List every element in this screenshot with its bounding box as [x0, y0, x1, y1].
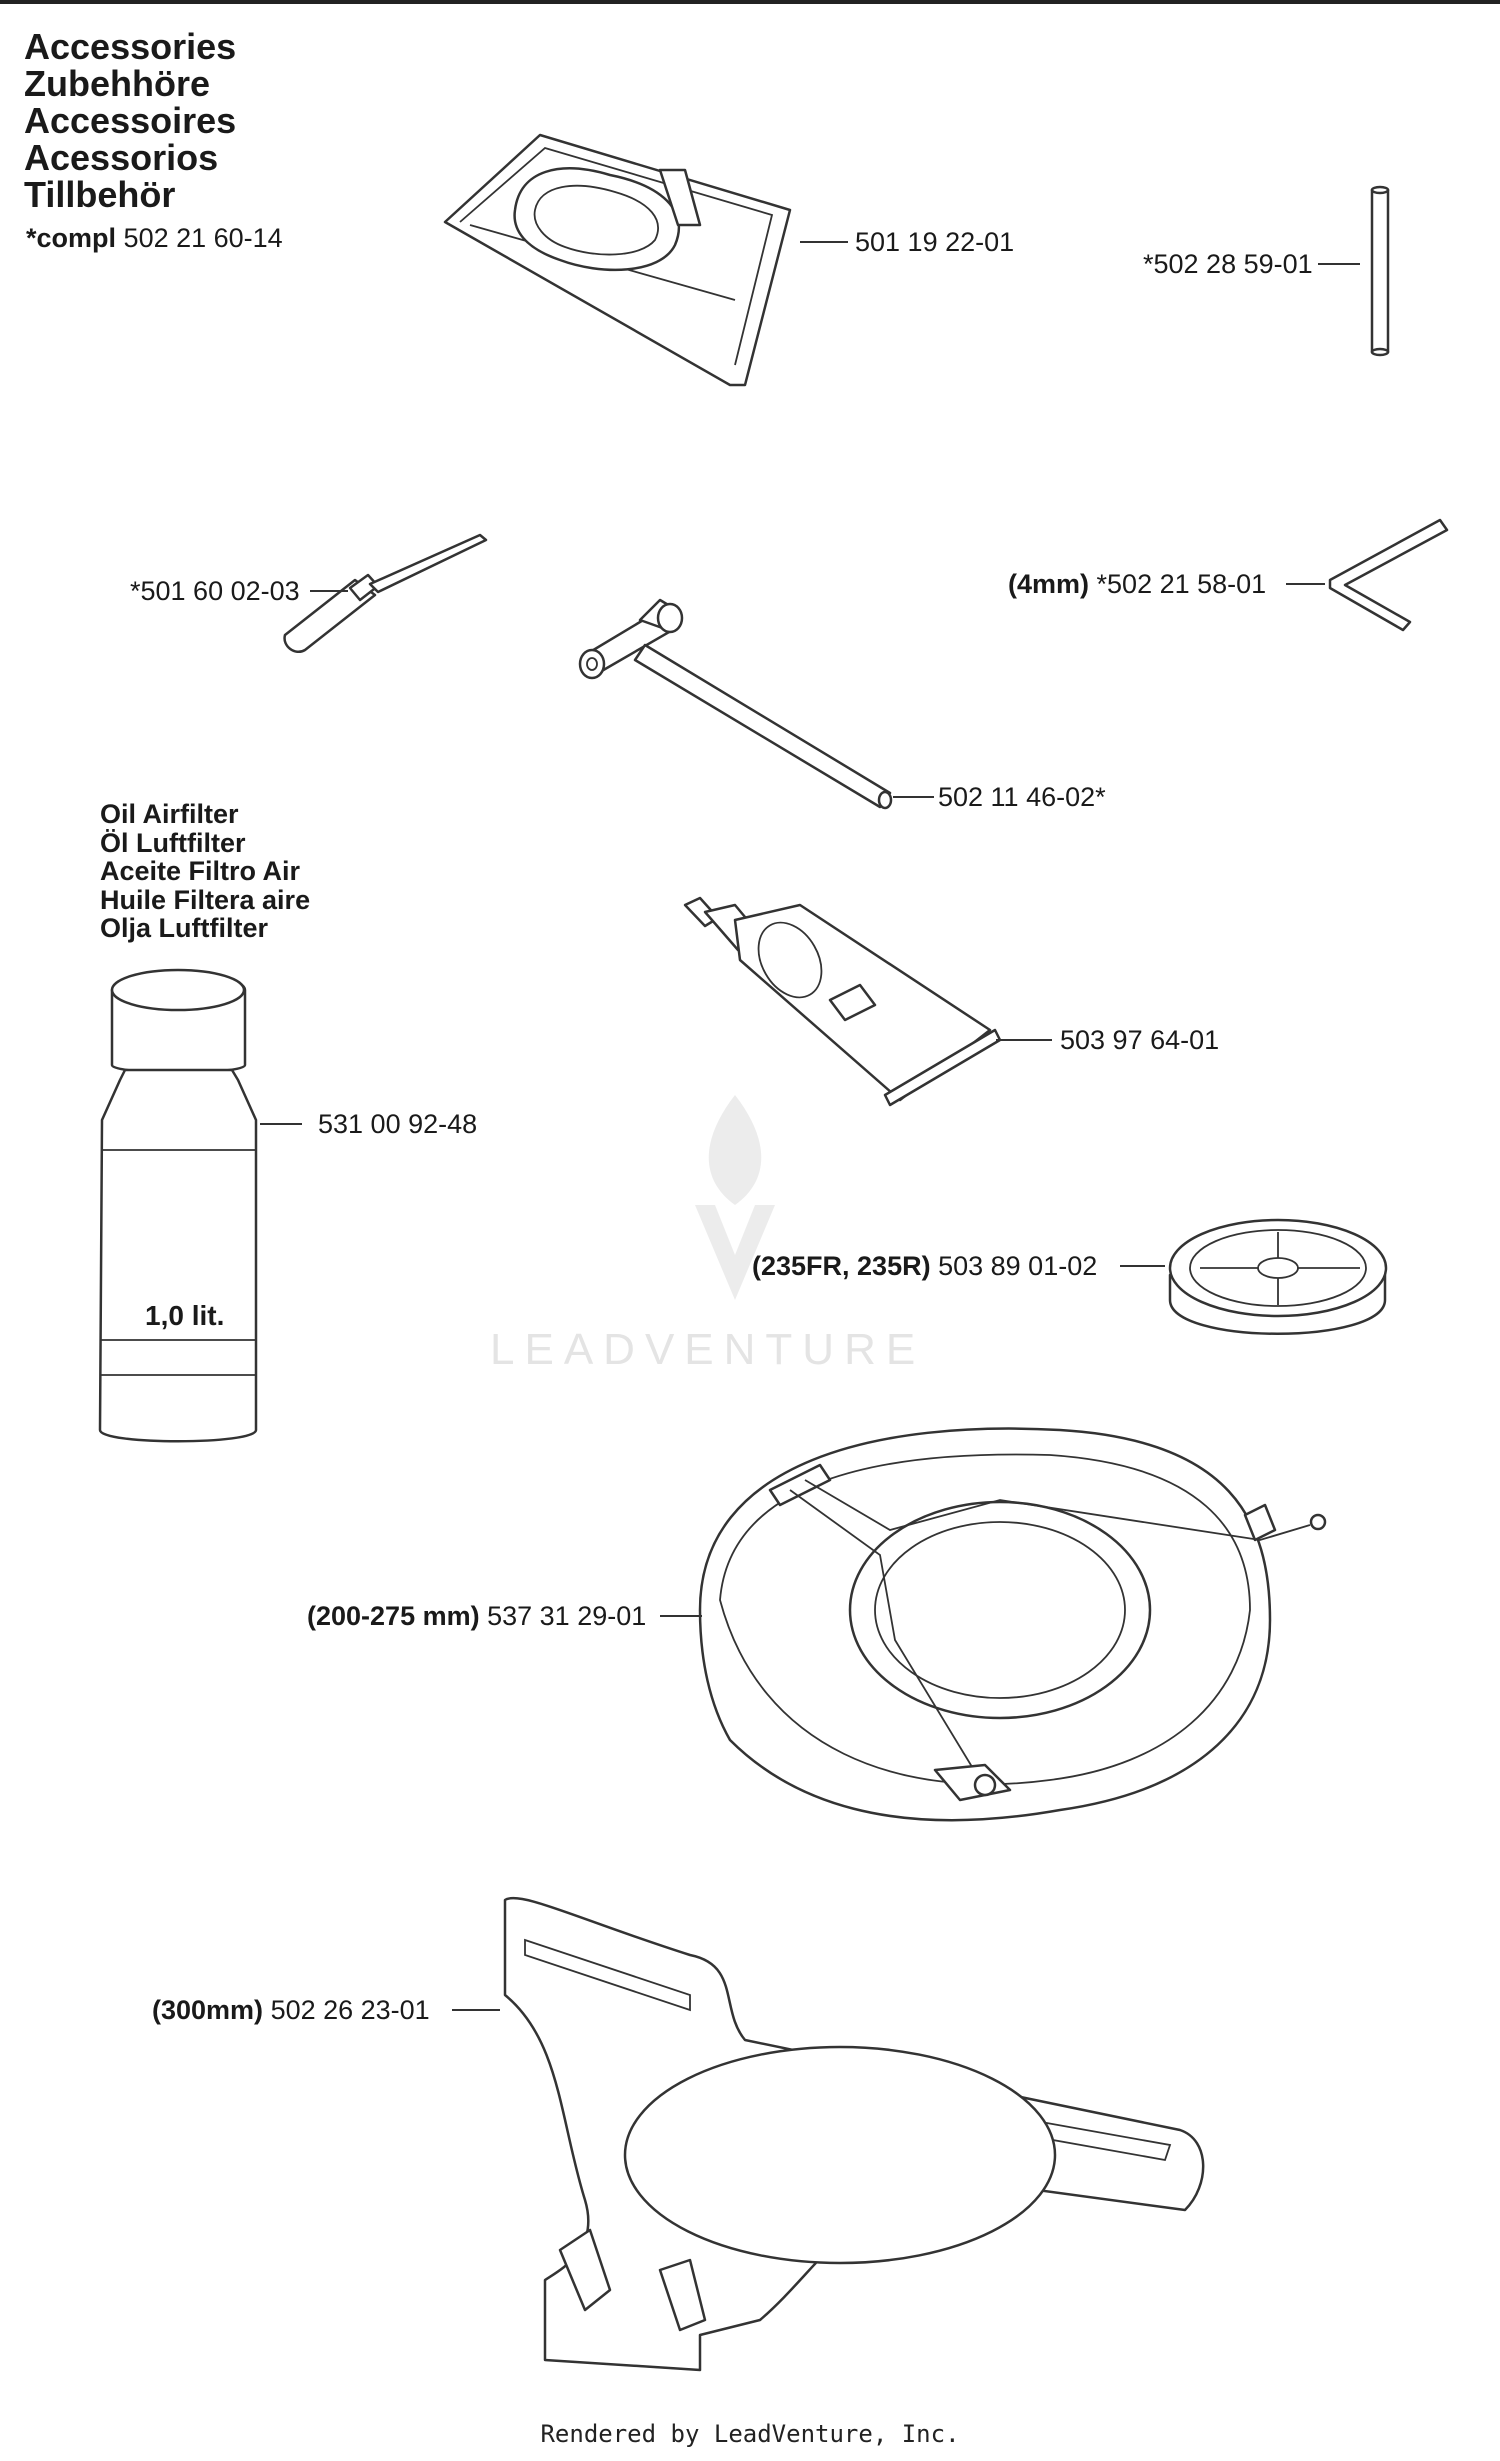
- title-line: Accessories: [24, 26, 237, 67]
- part-prefix: (200-275 mm): [307, 1601, 480, 1631]
- title-line: Tillbehör: [24, 174, 176, 215]
- compl-number: 502 21 60-14: [123, 223, 283, 253]
- title-line: Zubehhöre: [24, 63, 210, 104]
- part-label-socket-wrench[interactable]: [938, 782, 1106, 812]
- oil-title-line: Aceite Filtro Air: [100, 856, 301, 886]
- part-number: *502 28 59-01: [1143, 249, 1313, 279]
- guard-200-275-drawing: [700, 1429, 1325, 1821]
- oil-airfilter-title: [100, 800, 310, 943]
- part-label-guard-200-275[interactable]: [307, 1601, 646, 1631]
- oil-title-line: Huile Filtera aire: [100, 884, 311, 915]
- socket-wrench-drawing: [580, 600, 891, 808]
- part-number: 503 89 01-02: [938, 1251, 1098, 1281]
- title-line: Acessorios: [24, 137, 219, 178]
- oil-volume-label: 1,0 lit.: [145, 1300, 225, 1331]
- part-label-screwdriver[interactable]: [130, 576, 300, 606]
- part-label-tool-bag[interactable]: [855, 227, 1014, 257]
- part-number: *501 60 02-03: [130, 576, 300, 606]
- screwdriver-drawing: [285, 535, 486, 652]
- title-line: Accessoires: [24, 100, 237, 141]
- footer-credit: Rendered by LeadVenture, Inc.: [540, 2420, 960, 2448]
- oil-title-line: Oil Airfilter: [100, 799, 239, 829]
- part-number: 501 19 22-01: [855, 227, 1015, 257]
- watermark: LEADVENTURE: [490, 1325, 926, 1374]
- tool-bag-drawing: [445, 135, 790, 385]
- oil-title-line: Olja Luftfilter: [100, 913, 268, 943]
- part-prefix: (4mm): [1008, 569, 1090, 599]
- part-label-guard-300[interactable]: [152, 1995, 430, 2025]
- hex-key-drawing: [1330, 520, 1447, 630]
- oil-title-line: Öl Luftfilter: [100, 827, 246, 858]
- part-label-oil-bottle[interactable]: [318, 1109, 477, 1139]
- pin-drawing: [1372, 187, 1388, 355]
- part-prefix: (235FR, 235R): [752, 1251, 931, 1281]
- part-prefix: (300mm): [152, 1995, 264, 2025]
- part-number: 531 00 92-48: [318, 1109, 478, 1139]
- part-number: 502 11 46-02*: [938, 782, 1106, 812]
- part-number: 503 97 64-01: [1060, 1025, 1220, 1055]
- grease-tube-drawing: [685, 898, 1000, 1105]
- part-number: 502 26 23-01: [270, 1995, 430, 2025]
- spool-cap-drawing: [1170, 1220, 1386, 1334]
- part-label-spool-cap[interactable]: [752, 1251, 1097, 1281]
- part-number: *502 21 58-01: [1096, 569, 1267, 599]
- oil-bottle-drawing: [100, 970, 256, 1441]
- part-label-hex-key[interactable]: [1008, 569, 1266, 599]
- compl-prefix: *compl: [26, 223, 117, 253]
- part-label-pin[interactable]: [1143, 249, 1313, 279]
- part-label-grease-tube[interactable]: [1060, 1025, 1219, 1055]
- part-number: 537 31 29-01: [487, 1601, 647, 1631]
- guard-300-drawing: [505, 1898, 1203, 2370]
